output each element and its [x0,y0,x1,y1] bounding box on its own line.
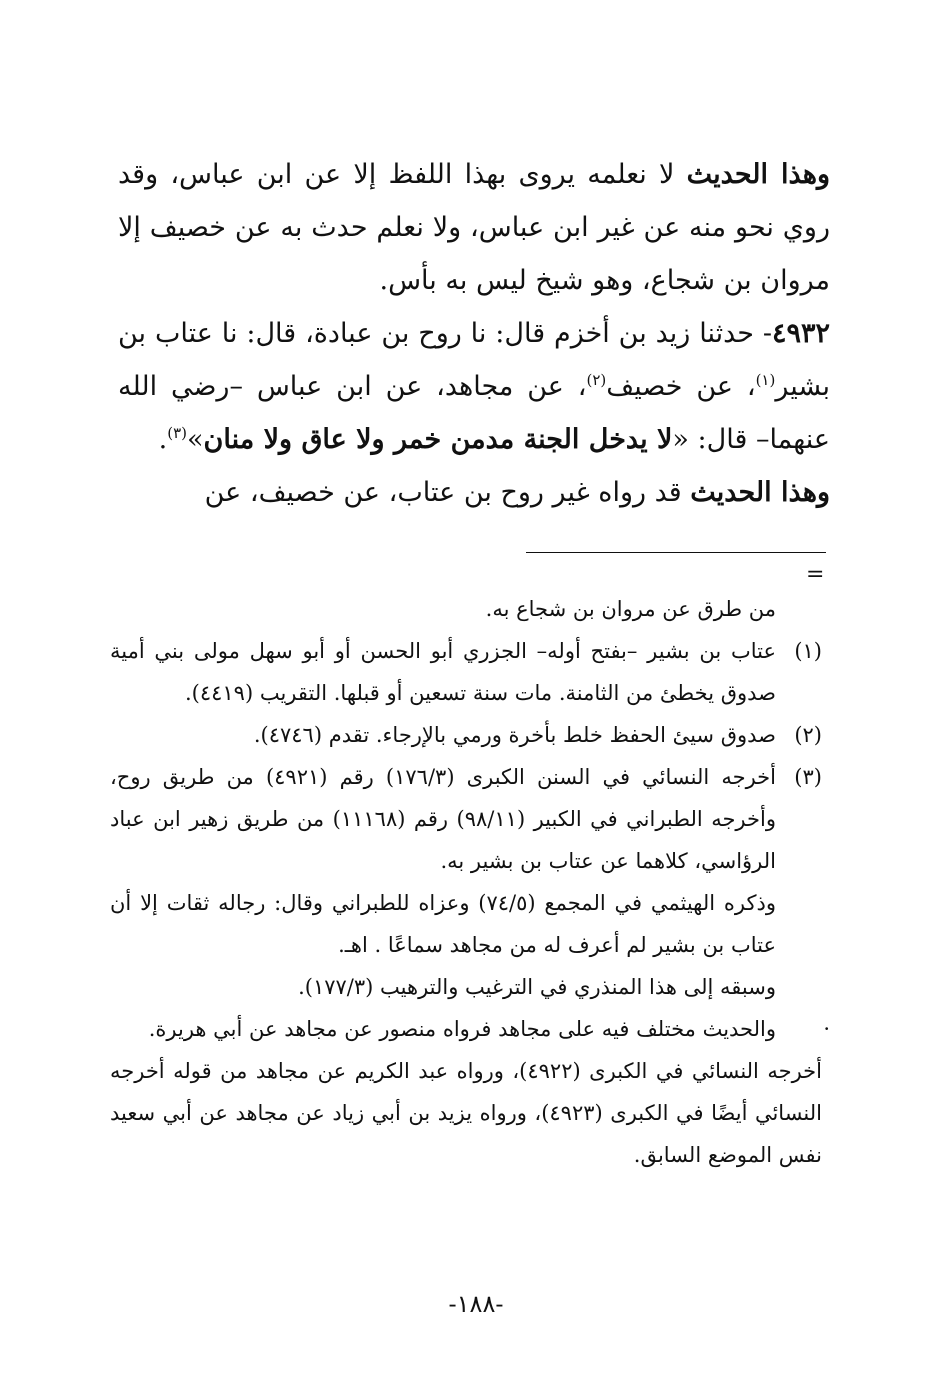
paragraph-1 [118,148,830,307]
footnote-1-text: عتاب بن بشير –بفتح أوله– الجزري أبو الحسن أو أبو سهل مولى بني أمية صدوق يخطئ من الثامنة. مات سنة تسعين أو قبلها. التقريب (٤٤١٩). [110,639,776,705]
hadith-end: . [158,424,168,455]
footnote-2-label: (٢) [794,723,822,747]
paragraph-1-lead: وهذا الحديث [686,159,830,190]
footnote-1-label: (١) [794,639,822,663]
footnote-divider [526,552,826,553]
paragraph-3-lead: وهذا الحديث [690,477,830,508]
footnote-1 [110,630,822,714]
footnote-note [110,1008,830,1050]
footnote-ref-1[interactable]: (١) [755,371,776,389]
page-number: -١٨٨- [448,1290,504,1318]
paragraph-1-text: لا نعلمه يروى بهذا اللفظ إلا عن ابن عباس، وقد روي نحو منه عن غير ابن عباس، ولا نعلم حدث به عن خصيف إلا مروان بن شجاع، وهو شيخ ليس به بأس. [118,159,830,296]
continuation-marker: = [806,562,825,587]
footnote-2-text: صدوق سيئ الحفظ خلط بأخرة ورمي بالإرجاء. تقدم (٤٧٤٦). [253,723,776,747]
hadith-chain-2: ، عن خصيف [606,371,756,402]
paragraph-3 [118,466,830,519]
footnote-ref-3[interactable]: (٣) [167,424,188,442]
footnote-2 [110,714,822,756]
main-text [118,148,830,519]
footnote-3-label: (٣) [794,765,822,789]
hadith-number: ٤٩٣٢ [771,318,830,349]
footnote-3-text: أخرجه النسائي في السنن الكبرى (١٧٦/٣) رقم (٤٩٢١) من طريق روح، وأخرجه الطبراني في الكبير (٩٨/١١) رقم (١١١٦٨) من طريق زهير ابن عباد الرؤاسي، كلاهما عن عتاب بن بشير به. [110,765,776,873]
footnote-3-para-3: وسبقه إلى هذا المنذري في الترغيب والترهيب (١٧٧/٣). [298,975,776,999]
hadith-text: لا يدخل الجنة مدمن خمر ولا عاق ولا منان [203,424,673,455]
footnote-3-para-2: وذكره الهيثمي في المجمع (٧٤/٥) وعزاه للطبراني وقال: رجاله ثقات إلا أن عتاب بن بشير لم أعرف له من مجاهد سماعًا . اهـ. [110,891,776,957]
paragraph-3-text: قد رواه غير روح بن عتاب، عن خصيف، عن [204,477,691,508]
footnote-note-para-2 [110,1050,822,1176]
bullet-dot: · [823,1017,830,1041]
footnote-continuation: من طرق عن مروان بن شجاع به. [485,597,776,621]
hadith-4932 [118,307,830,466]
hadith-quote-close: » [187,424,204,455]
footnote-ref-2[interactable]: (٢) [586,371,607,389]
footnote-note-para-2-text: أخرجه النسائي في الكبرى (٤٩٢٢)، ورواه عبد الكريم عن مجاهد من قوله أخرجه النسائي أيضًا في الكبرى (٤٩٢٣)، ورواه يزيد بن أبي زياد عن مجاهد عن أبي سعيد نفس الموضع السابق. [110,1059,823,1167]
footnote-note-text: والحديث مختلف فيه على مجاهد فرواه منصور عن مجاهد عن أبي هريرة. [148,1017,776,1041]
hadith-chain-3: ، عن مجاهد، عن ابن عباس –رضي الله عنهما– قال: « [118,371,830,455]
footnote-3 [110,756,822,882]
hadith-chain-1: - حدثنا زيد بن أخزم قال: نا روح بن عبادة، قال: نا عتاب بن بشير [118,318,830,402]
footnotes [110,588,830,1176]
